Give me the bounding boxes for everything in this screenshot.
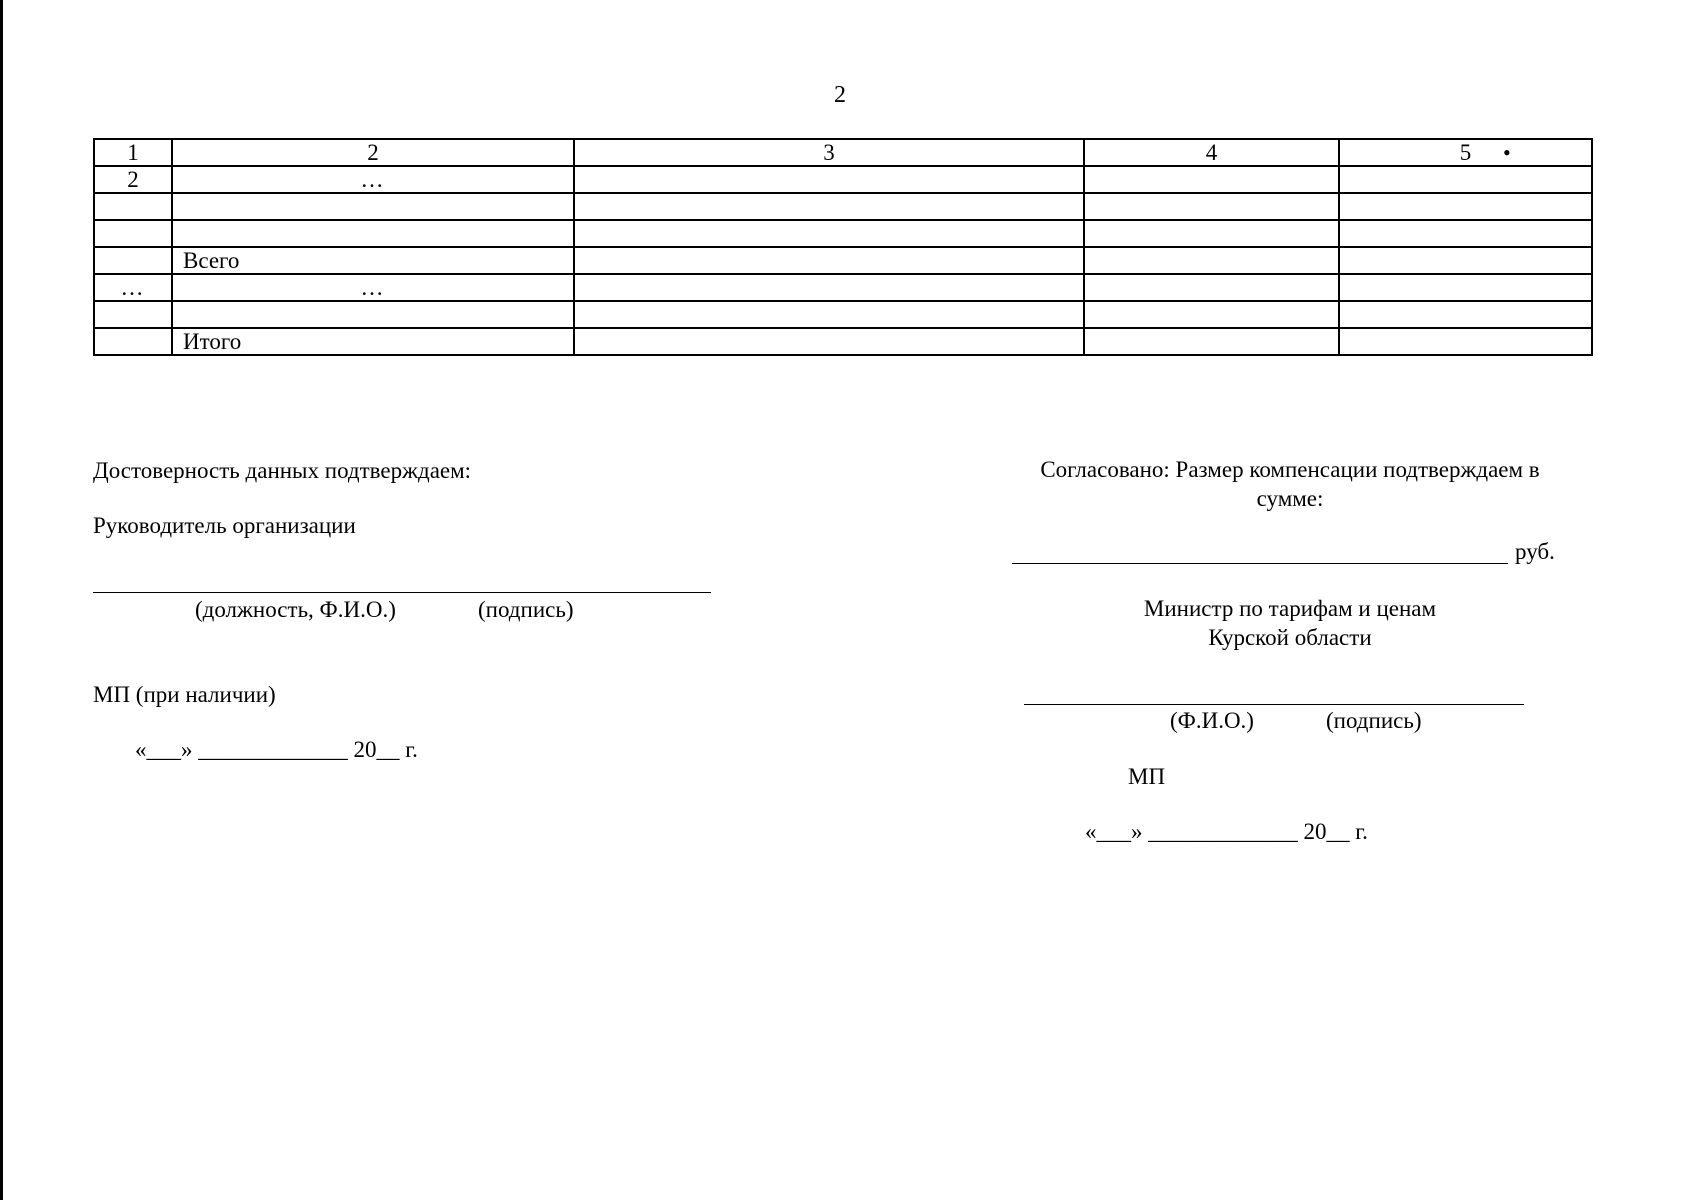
data-table bbox=[93, 138, 1593, 356]
date-field: «___» _____________ 20__ г. bbox=[135, 737, 418, 762]
table-header-row bbox=[94, 139, 1592, 166]
table-cell bbox=[172, 220, 574, 247]
table-row bbox=[94, 247, 1592, 274]
agreed-text bbox=[1010, 455, 1570, 513]
agreed-line-2: сумме: bbox=[1256, 486, 1324, 511]
page-number: 2 bbox=[834, 82, 846, 108]
table-cell bbox=[1339, 220, 1592, 247]
name-caption: (Ф.И.О.) bbox=[1170, 708, 1254, 733]
amount-line bbox=[1012, 563, 1508, 564]
confirm-text: Достоверность данных подтверждаем: bbox=[93, 458, 472, 483]
minister-signature-line bbox=[1024, 704, 1524, 705]
table-cell bbox=[1084, 328, 1339, 355]
position-name-caption: (должность, Ф.И.О.) bbox=[195, 597, 396, 622]
table-cell bbox=[1084, 247, 1339, 274]
table-cell bbox=[1339, 328, 1592, 355]
table-row bbox=[94, 166, 1592, 193]
table-cell: 2 bbox=[94, 166, 172, 193]
table-row bbox=[94, 301, 1592, 328]
table-header-cell: 2 bbox=[172, 139, 574, 166]
table-cell bbox=[1339, 301, 1592, 328]
minister-title bbox=[1010, 594, 1570, 652]
table-cell bbox=[172, 301, 574, 328]
table-cell bbox=[94, 328, 172, 355]
signature-caption: (подпись) bbox=[1326, 708, 1422, 733]
stamp-label: МП bbox=[1128, 764, 1166, 789]
minister-line-1: Министр по тарифам и ценам bbox=[1143, 596, 1437, 621]
table-cell: … bbox=[94, 274, 172, 301]
table-cell bbox=[1339, 274, 1592, 301]
table-header-cell: 4 bbox=[1084, 139, 1339, 166]
table-cell bbox=[574, 193, 1084, 220]
date-field: «___» _____________ 20__ г. bbox=[1085, 819, 1368, 844]
table-cell bbox=[1084, 166, 1339, 193]
table-cell bbox=[1339, 247, 1592, 274]
table-cell bbox=[574, 247, 1084, 274]
table-cell bbox=[1339, 166, 1592, 193]
table-cell bbox=[574, 166, 1084, 193]
agreed-line-1: Согласовано: Размер компенсации подтверждаем в bbox=[1040, 457, 1540, 482]
table-cell bbox=[574, 220, 1084, 247]
minister-line-2: Курской области bbox=[1208, 625, 1372, 650]
table-row bbox=[94, 193, 1592, 220]
signature-line bbox=[93, 592, 711, 593]
table-cell bbox=[1339, 193, 1592, 220]
table-row bbox=[94, 328, 1592, 355]
table-header-cell: 1 bbox=[94, 139, 172, 166]
table-cell: … bbox=[172, 166, 574, 193]
signature-caption: (подпись) bbox=[478, 597, 574, 622]
subtotal-label: Всего bbox=[172, 247, 574, 274]
table-cell bbox=[1084, 274, 1339, 301]
stamp-label: МП (при наличии) bbox=[93, 682, 276, 707]
table-cell bbox=[1084, 220, 1339, 247]
table-header-cell: 3 bbox=[574, 139, 1084, 166]
table-cell bbox=[1084, 301, 1339, 328]
scan-edge bbox=[0, 0, 3, 1200]
table-cell bbox=[94, 301, 172, 328]
table-row bbox=[94, 220, 1592, 247]
total-label: Итого bbox=[172, 328, 574, 355]
table-cell bbox=[94, 220, 172, 247]
currency-label: руб. bbox=[1515, 539, 1555, 564]
bullet-mark: • bbox=[1503, 140, 1511, 165]
table-cell bbox=[94, 193, 172, 220]
head-of-org-label: Руководитель организации bbox=[93, 513, 356, 538]
table-row bbox=[94, 274, 1592, 301]
table-cell bbox=[574, 274, 1084, 301]
table-cell bbox=[1084, 193, 1339, 220]
table-header-cell: 5 bbox=[1339, 139, 1592, 166]
table-cell bbox=[574, 328, 1084, 355]
table-cell: … bbox=[172, 274, 574, 301]
table-cell bbox=[574, 301, 1084, 328]
table-cell bbox=[94, 247, 172, 274]
table-cell bbox=[172, 193, 574, 220]
